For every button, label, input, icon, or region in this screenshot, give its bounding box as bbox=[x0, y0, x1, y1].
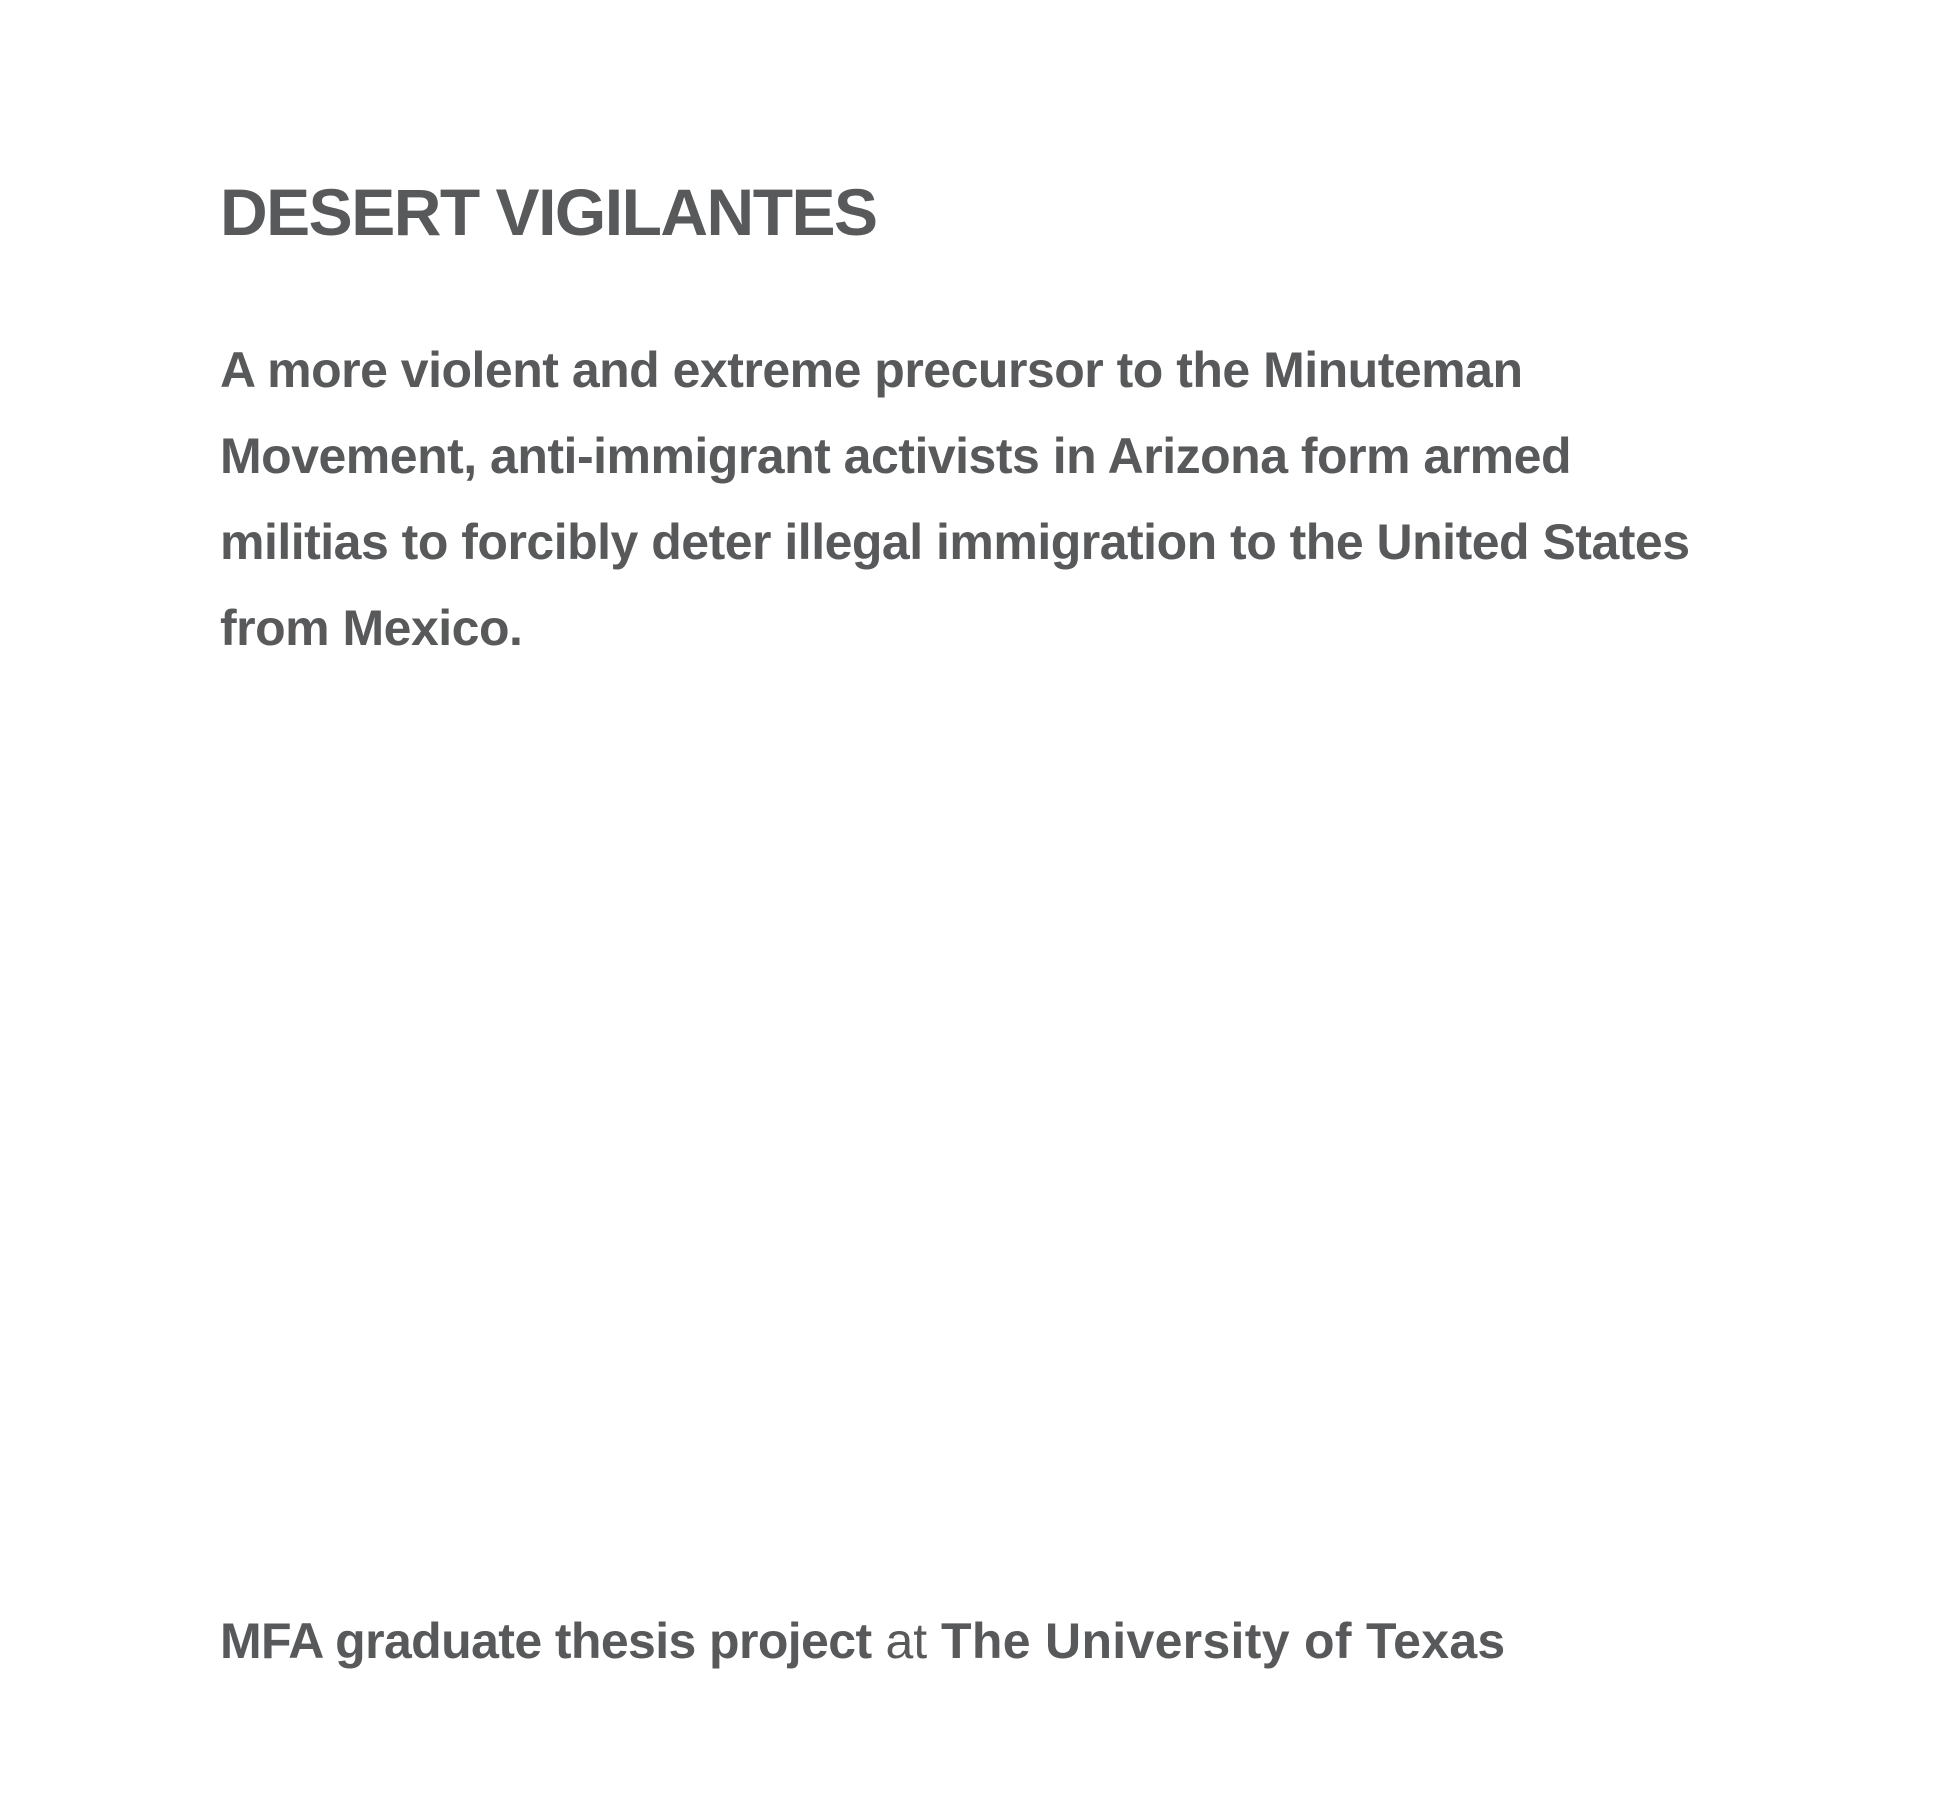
page-title: DESERT VIGILANTES bbox=[220, 175, 877, 249]
footer-connector-text: at bbox=[885, 1613, 928, 1669]
footer-credit bbox=[220, 1606, 1506, 1676]
footer-lead-text: MFA graduate thesis project bbox=[220, 1613, 872, 1669]
project-description: A more violent and extreme precursor to the Minuteman Movement, anti-immigrant activists in Arizona form armed militias to forcibly deter illegal immigration to the United States from Mexico. bbox=[220, 342, 1690, 656]
footer-institution: The University of Texas bbox=[941, 1613, 1506, 1669]
